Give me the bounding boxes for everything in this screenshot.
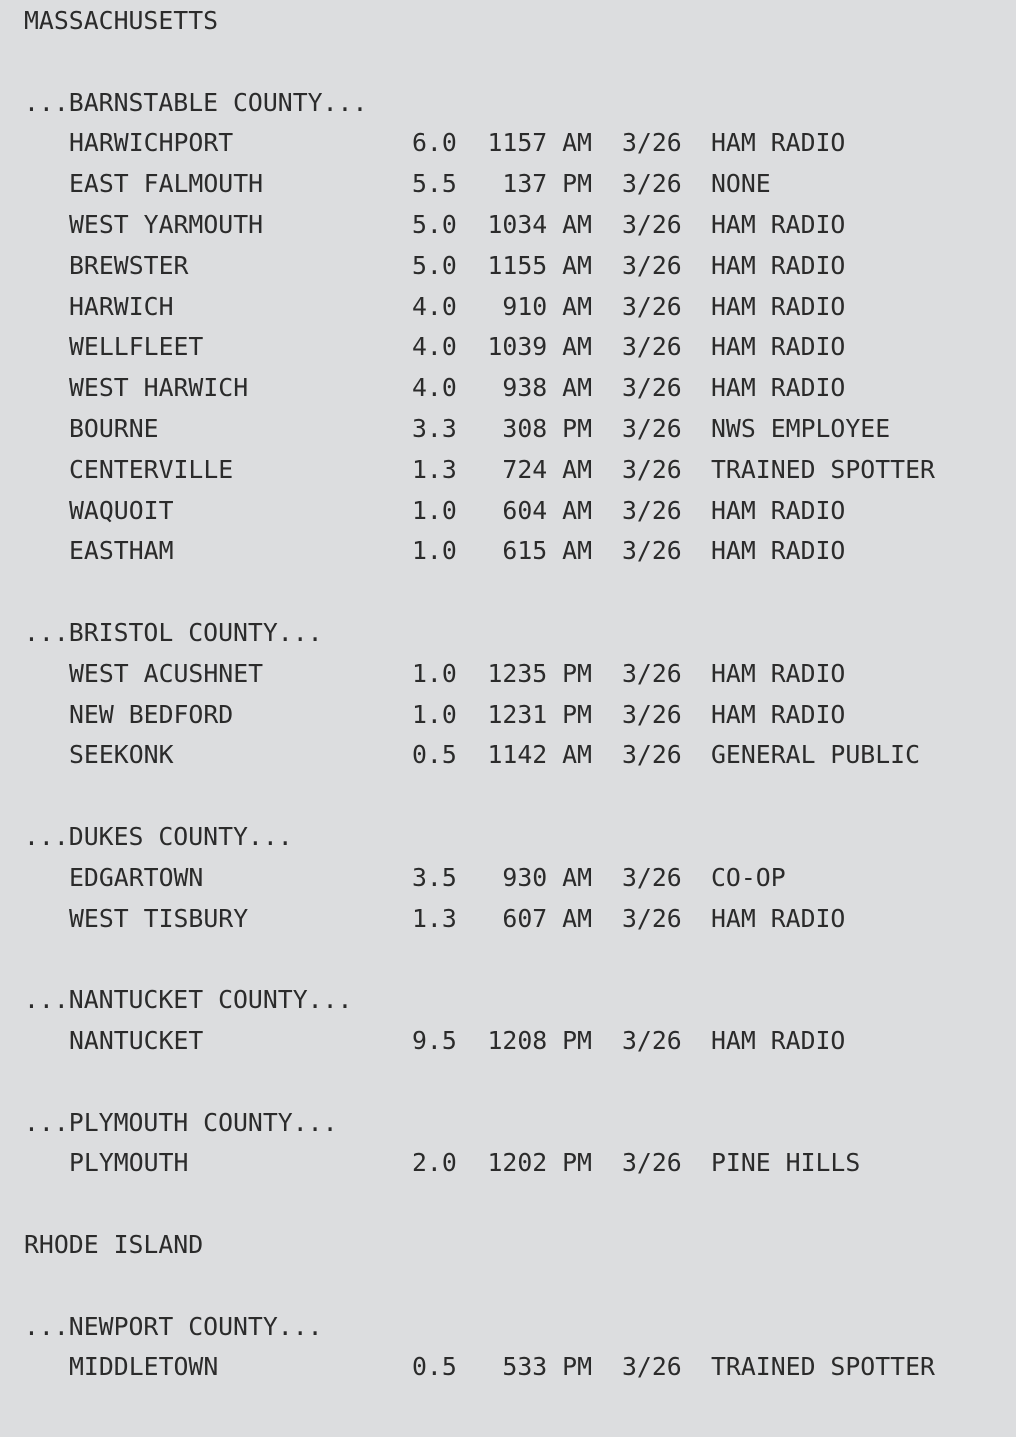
location-cell: WAQUOIT [69, 495, 174, 525]
amount-cell: 1.3 [412, 903, 457, 933]
report-row [0, 1143, 1016, 1184]
location-cell: WELLFLEET [69, 332, 204, 362]
report-row [0, 409, 1016, 450]
report-row [0, 368, 1016, 409]
report-row [0, 735, 1016, 776]
source-cell: HAM RADIO [711, 332, 846, 362]
report-row [0, 899, 1016, 940]
date-cell: 3/26 [622, 1025, 682, 1055]
amount-cell: 3.5 [412, 862, 457, 892]
blank-line [0, 939, 1016, 980]
location-cell: NEW BEDFORD [69, 699, 234, 729]
source-cell: NONE [711, 169, 771, 199]
amount-cell: 0.5 [412, 740, 457, 770]
report-row [0, 858, 1016, 899]
report-row [0, 327, 1016, 368]
date-cell: 3/26 [622, 454, 682, 484]
report-row [0, 531, 1016, 572]
source-cell: NWS EMPLOYEE [711, 413, 891, 443]
report-row [0, 164, 1016, 205]
time-cell: 938 AM [502, 373, 592, 403]
location-cell: SEEKONK [69, 740, 174, 770]
amount-cell: 0.5 [412, 1352, 457, 1382]
source-cell: GENERAL PUBLIC [711, 740, 921, 770]
source-cell: HAM RADIO [711, 291, 846, 321]
blank-line [0, 1062, 1016, 1103]
county-heading: ...DUKES COUNTY... [24, 821, 293, 851]
blank-line [0, 776, 1016, 817]
time-cell: 1039 AM [487, 332, 592, 362]
blank-line [0, 1266, 1016, 1307]
time-cell: 1034 AM [487, 209, 592, 239]
source-cell: TRAINED SPOTTER [711, 1352, 935, 1382]
time-cell: 1231 PM [487, 699, 592, 729]
location-cell: NANTUCKET [69, 1025, 204, 1055]
location-cell: BOURNE [69, 413, 159, 443]
county-heading: ...BARNSTABLE COUNTY... [24, 87, 368, 117]
location-cell: EDGARTOWN [69, 862, 204, 892]
report-row [0, 246, 1016, 287]
amount-cell: 5.0 [412, 209, 457, 239]
amount-cell: 4.0 [412, 291, 457, 321]
location-cell: MIDDLETOWN [69, 1352, 219, 1382]
location-cell: BREWSTER [69, 250, 189, 280]
source-cell: HAM RADIO [711, 658, 846, 688]
time-cell: 1235 PM [487, 658, 592, 688]
date-cell: 3/26 [622, 862, 682, 892]
date-cell: 3/26 [622, 1148, 682, 1178]
time-cell: 1155 AM [487, 250, 592, 280]
source-cell: HAM RADIO [711, 903, 846, 933]
report-row [0, 123, 1016, 164]
location-cell: WEST TISBURY [69, 903, 249, 933]
amount-cell: 2.0 [412, 1148, 457, 1178]
time-cell: 930 AM [502, 862, 592, 892]
time-cell: 1142 AM [487, 740, 592, 770]
source-cell: HAM RADIO [711, 699, 846, 729]
location-cell: HARWICH [69, 291, 174, 321]
date-cell: 3/26 [622, 740, 682, 770]
time-cell: 615 AM [502, 536, 592, 566]
blank-line [0, 1184, 1016, 1225]
source-cell: HAM RADIO [711, 250, 846, 280]
date-cell: 3/26 [622, 250, 682, 280]
report-row [0, 450, 1016, 491]
date-cell: 3/26 [622, 373, 682, 403]
source-cell: HAM RADIO [711, 373, 846, 403]
state-heading: RHODE ISLAND [24, 1229, 204, 1259]
location-cell: HARWICHPORT [69, 128, 234, 158]
time-cell: 1202 PM [487, 1148, 592, 1178]
amount-cell: 4.0 [412, 332, 457, 362]
source-cell: PINE HILLS [711, 1148, 861, 1178]
amount-cell: 1.0 [412, 536, 457, 566]
amount-cell: 9.5 [412, 1025, 457, 1055]
date-cell: 3/26 [622, 903, 682, 933]
blank-line [0, 42, 1016, 83]
date-cell: 3/26 [622, 658, 682, 688]
time-cell: 604 AM [502, 495, 592, 525]
location-cell: WEST ACUSHNET [69, 658, 264, 688]
location-cell: PLYMOUTH [69, 1148, 189, 1178]
amount-cell: 3.3 [412, 413, 457, 443]
county-heading: ...NEWPORT COUNTY... [24, 1311, 323, 1341]
source-cell: HAM RADIO [711, 209, 846, 239]
amount-cell: 5.5 [412, 169, 457, 199]
date-cell: 3/26 [622, 495, 682, 525]
amount-cell: 4.0 [412, 373, 457, 403]
location-cell: WEST HARWICH [69, 373, 249, 403]
date-cell: 3/26 [622, 128, 682, 158]
report-row [0, 654, 1016, 695]
amount-cell: 1.3 [412, 454, 457, 484]
source-cell: TRAINED SPOTTER [711, 454, 935, 484]
date-cell: 3/26 [622, 413, 682, 443]
date-cell: 3/26 [622, 699, 682, 729]
county-heading: ...NANTUCKET COUNTY... [24, 985, 353, 1015]
time-cell: 724 AM [502, 454, 592, 484]
county-heading: ...BRISTOL COUNTY... [24, 617, 323, 647]
time-cell: 910 AM [502, 291, 592, 321]
source-cell: HAM RADIO [711, 128, 846, 158]
location-cell: EASTHAM [69, 536, 174, 566]
amount-cell: 1.0 [412, 699, 457, 729]
date-cell: 3/26 [622, 332, 682, 362]
report-row [0, 287, 1016, 328]
date-cell: 3/26 [622, 291, 682, 321]
report-row [0, 1021, 1016, 1062]
time-cell: 1208 PM [487, 1025, 592, 1055]
blank-line [0, 572, 1016, 613]
report-row [0, 1347, 1016, 1388]
county-heading: ...PLYMOUTH COUNTY... [24, 1107, 338, 1137]
date-cell: 3/26 [622, 209, 682, 239]
source-cell: HAM RADIO [711, 495, 846, 525]
time-cell: 137 PM [502, 169, 592, 199]
date-cell: 3/26 [622, 1352, 682, 1382]
date-cell: 3/26 [622, 169, 682, 199]
report-row [0, 491, 1016, 532]
source-cell: HAM RADIO [711, 1025, 846, 1055]
report-row [0, 695, 1016, 736]
time-cell: 1157 AM [487, 128, 592, 158]
time-cell: 533 PM [502, 1352, 592, 1382]
source-cell: CO-OP [711, 862, 786, 892]
amount-cell: 5.0 [412, 250, 457, 280]
report-row [0, 205, 1016, 246]
date-cell: 3/26 [622, 536, 682, 566]
location-cell: CENTERVILLE [69, 454, 234, 484]
amount-cell: 1.0 [412, 658, 457, 688]
time-cell: 308 PM [502, 413, 592, 443]
location-cell: WEST YARMOUTH [69, 209, 264, 239]
amount-cell: 1.0 [412, 495, 457, 525]
amount-cell: 6.0 [412, 128, 457, 158]
state-heading: MASSACHUSETTS [24, 6, 219, 35]
time-cell: 607 AM [502, 903, 592, 933]
source-cell: HAM RADIO [711, 536, 846, 566]
location-cell: EAST FALMOUTH [69, 169, 264, 199]
